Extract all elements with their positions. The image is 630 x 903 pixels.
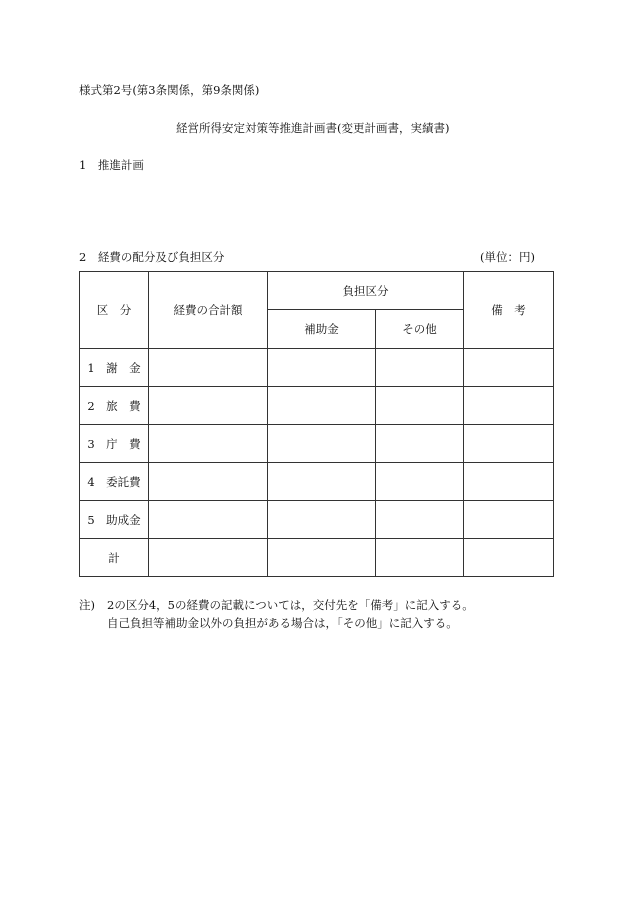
section-heading-plan: 1 推進計画 [79, 158, 144, 172]
cell-total-amount[interactable] [149, 463, 268, 501]
cell-total-amount[interactable] [149, 501, 268, 539]
section-heading-expenses: 2 経費の配分及び負担区分 [79, 250, 225, 264]
row-label: 4 委託費 [80, 463, 149, 501]
cell-other[interactable] [376, 539, 464, 577]
table-row [80, 387, 554, 425]
table-row [80, 463, 554, 501]
header-remarks: 備 考 [464, 272, 554, 349]
document-title: 経営所得安定対策等推進計画書(変更計画書，実績書) [176, 121, 450, 135]
expense-table [79, 271, 554, 577]
cell-other[interactable] [376, 349, 464, 387]
cell-subsidy[interactable] [268, 349, 376, 387]
form-number: 様式第2号(第3条関係，第9条関係) [79, 83, 260, 97]
row-label: 3 庁 費 [80, 425, 149, 463]
header-total-amount: 経費の合計額 [149, 272, 268, 349]
cell-other[interactable] [376, 387, 464, 425]
table-row [80, 425, 554, 463]
table-row [80, 501, 554, 539]
table-header-row [80, 272, 554, 310]
cell-subsidy[interactable] [268, 539, 376, 577]
header-category: 区 分 [80, 272, 149, 349]
cell-subsidy[interactable] [268, 425, 376, 463]
row-label-total: 計 [80, 539, 149, 577]
cell-remarks[interactable] [464, 387, 554, 425]
note-line: 自己負担等補助金以外の負担がある場合は，「その他」に記入する。 [107, 616, 458, 630]
row-label: 2 旅 費 [80, 387, 149, 425]
note-mark: 注) [79, 598, 95, 612]
cell-other[interactable] [376, 463, 464, 501]
header-subsidy: 補助金 [268, 310, 376, 349]
cell-remarks[interactable] [464, 539, 554, 577]
header-burden: 負担区分 [268, 272, 464, 310]
row-label: 5 助成金 [80, 501, 149, 539]
cell-remarks[interactable] [464, 463, 554, 501]
cell-subsidy[interactable] [268, 501, 376, 539]
cell-subsidy[interactable] [268, 387, 376, 425]
row-label: 1 謝 金 [80, 349, 149, 387]
unit-label: (単位：円) [480, 250, 535, 264]
cell-total-amount[interactable] [149, 349, 268, 387]
cell-remarks[interactable] [464, 501, 554, 539]
cell-total-amount[interactable] [149, 539, 268, 577]
cell-other[interactable] [376, 501, 464, 539]
table-row [80, 349, 554, 387]
table-row-total [80, 539, 554, 577]
cell-total-amount[interactable] [149, 425, 268, 463]
note-line: 2の区分4，5の経費の記載については，交付先を「備考」に記入する。 [107, 598, 474, 612]
cell-total-amount[interactable] [149, 387, 268, 425]
cell-subsidy[interactable] [268, 463, 376, 501]
cell-remarks[interactable] [464, 349, 554, 387]
header-other: その他 [376, 310, 464, 349]
cell-other[interactable] [376, 425, 464, 463]
cell-remarks[interactable] [464, 425, 554, 463]
